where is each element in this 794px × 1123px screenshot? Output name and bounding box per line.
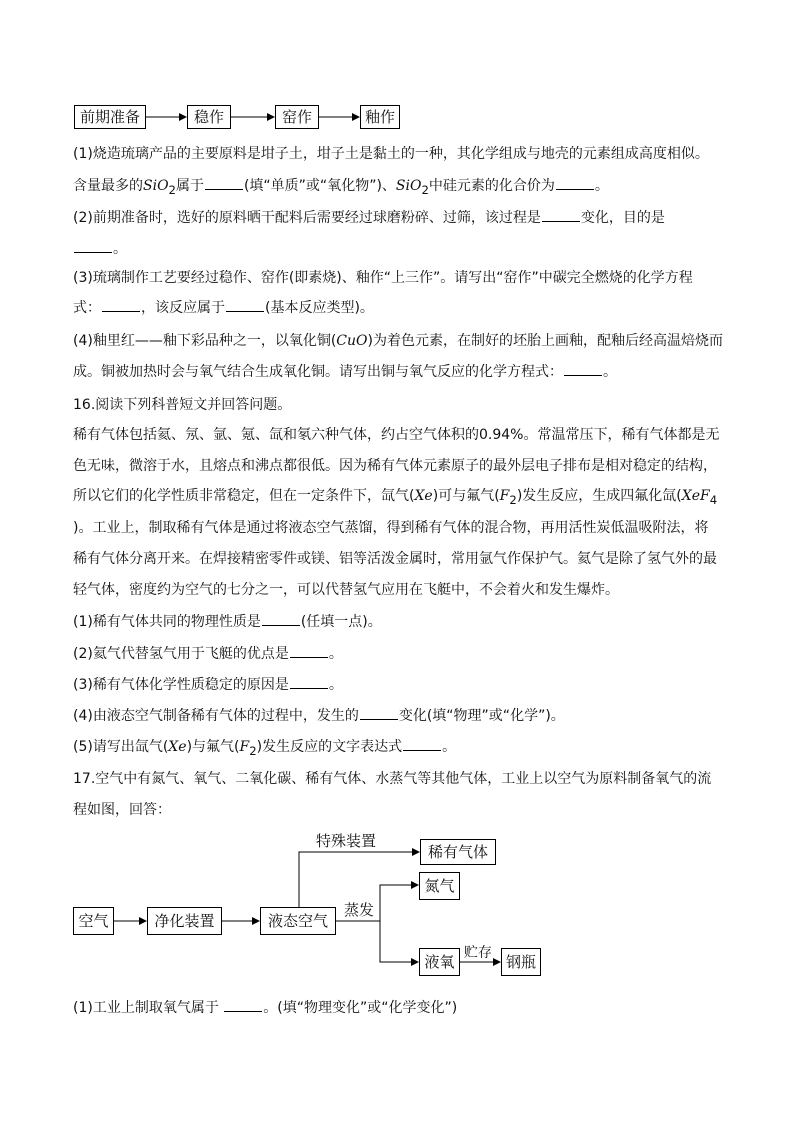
q15-2-line2: 。 xyxy=(73,239,127,259)
flow2-label-store: 贮存 xyxy=(464,945,492,961)
answer-blank[interactable] xyxy=(224,1010,262,1012)
q15-3-line1: (3)琉璃制作工艺要经过稳作、窑作(即素烧)、釉作“上三作”。请写出“窑作”中碳完全燃烧的化学方程 xyxy=(73,270,693,286)
q16-passage-2: 色无味，微溶于水，且熔点和沸点都很低。因为稀有气体元素原子的最外层电子排布是相对稳定的结构， xyxy=(73,458,717,474)
flow2-box-purify: 净化装置 xyxy=(147,907,222,935)
q17-1: (1)工业上制取氧气属于 。(填“物理变化”或“化学变化”) xyxy=(73,1000,458,1016)
q16-passage-1: 稀有气体包括氦、氖、氩、氪、氙和氡六种气体，约占空气体积的0.94%。常温常压下，稀有气体都是无 xyxy=(73,427,720,443)
q15-4-line1: (4)釉里红——釉下彩品种之一，以氧化铜(CuO)为着色元素，在制好的坯胎上画釉，配釉后经高温焙烧而 xyxy=(73,333,723,349)
flow2-box-rare-gas: 稀有气体 xyxy=(420,839,496,865)
q16-passage-6: 轻气体，密度约为空气的七分之一，可以代替氢气应用在飞艇中，不会着火和发生爆炸。 xyxy=(73,582,619,598)
q16-passage-4: )。工业上，制取稀有气体是通过将液态空气蒸馏，得到稀有气体的混合物，再用活性炭低温吸附法，将 xyxy=(73,520,709,536)
q15-3-line2: 式： ，该反应属于 (基本反应类型)。 xyxy=(73,300,374,316)
flow-box-wenzuo: 稳作 xyxy=(187,105,231,129)
q16-title: 16.阅读下列科普短文并回答问题。 xyxy=(73,397,292,413)
flow2-arrow-special xyxy=(299,852,419,907)
q16-1: (1)稀有气体共同的物理性质是 (任填一点)。 xyxy=(73,614,382,630)
q16-2: (2)氦气代替氢气用于飞艇的优点是 。 xyxy=(73,646,343,662)
q16-3: (3)稀有气体化学性质稳定的原因是 。 xyxy=(73,677,343,693)
flow2-box-lox: 液氧 xyxy=(419,948,460,976)
flow2-arrow-lox xyxy=(380,921,418,962)
flow2-label-evap: 蒸发 xyxy=(344,901,375,919)
q16-4: (4)由液态空气制备稀有气体的过程中，发生的 变化(填“物理”或“化学”)。 xyxy=(73,708,565,724)
flow-box-youzuo: 釉作 xyxy=(360,105,400,129)
q15-2-line1: (2)前期准备时，选好的原料晒干配料后需要经过球磨粉碎、过筛，该过程是 变化，目的是 xyxy=(73,210,665,226)
q15-1-line2: 含量最多的SiO$_2$属于 (填“单质”或“氧化物”)、SiO$_2$中硅元素的化合价为 。 xyxy=(73,178,609,197)
q16-passage-3: 所以它们的化学性质非常稳定，但在一定条件下，氙气(Xe)可与氟气$(F_2)$发生反应，生成四氟化氙(XeF$_4$ xyxy=(73,488,718,507)
flow2-label-special: 特殊装置 xyxy=(316,832,377,850)
q15-1-line1: (1)烧造琉璃产品的主要原料是坩子土，坩子土是黏土的一种，其化学组成与地壳的元素组成高度相似。 xyxy=(73,146,709,162)
flow2-box-air: 空气 xyxy=(73,907,114,935)
q16-passage-5: 稀有气体分离开来。在焊接精密零件或镁、铝等活泼金属时，常用氩气作保护气。氦气是除了氢气外的最 xyxy=(73,551,717,567)
flow-box-yaozuo: 窑作 xyxy=(275,105,319,129)
flow2-box-liquid-air: 液态空气 xyxy=(260,907,336,935)
flow2-box-bottle: 钢瓶 xyxy=(501,948,541,976)
flow2-arrow-n2 xyxy=(380,885,418,921)
flow2-box-n2: 氮气 xyxy=(419,872,460,900)
q17-stem-1: 17.空气中有氮气、氧气、二氧化碳、稀有气体、水蒸气等其他气体，工业上以空气为原料制备氧气的流 xyxy=(73,771,712,787)
q16-5: (5)请写出氙气(Xe)与氟气$(F_2)$发生反应的文字表达式 。 xyxy=(73,739,457,758)
q17-stem-2: 程如图，回答： xyxy=(73,802,171,818)
q15-4-line2: 成。铜被加热时会与氧气结合生成氧化铜。请写出铜与氧气反应的化学方程式： 。 xyxy=(73,364,617,380)
flow-box-prep: 前期准备 xyxy=(74,105,146,129)
